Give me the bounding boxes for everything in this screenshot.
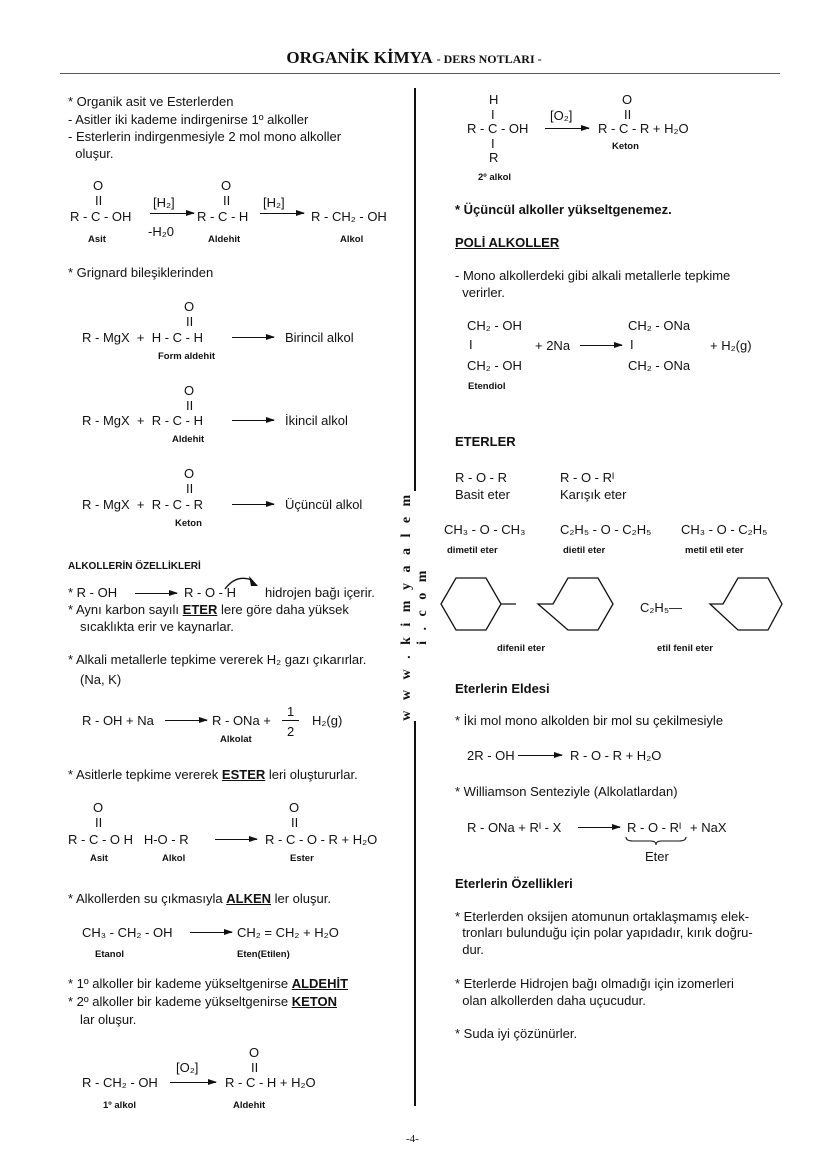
text-line <box>68 976 348 991</box>
reactant-label: Keton <box>175 518 202 529</box>
formula: CH₂ - OH <box>467 318 522 333</box>
text: verirler. <box>455 285 505 300</box>
label: dietil eter <box>563 545 606 556</box>
label: Karışık eter <box>560 487 627 502</box>
formula: R - O - R + H₂O <box>570 748 662 763</box>
formula: * R - OH <box>68 585 118 600</box>
atom: R <box>489 150 499 165</box>
label: 2º alkol <box>478 172 512 183</box>
text-line <box>68 767 358 782</box>
curved-arrow-icon <box>222 574 262 594</box>
bond: I <box>491 107 495 122</box>
formula: H₂(g) <box>312 713 343 728</box>
formula: C₂H₅ - O - C₂H₅ <box>560 522 652 537</box>
formula: R - OH + Na <box>82 713 154 728</box>
page-number: -4- <box>406 1133 419 1145</box>
intro-line: - Esterlerin indirgenmesiyle 2 mol mono alkoller <box>68 129 342 144</box>
text: lere göre daha yüksek <box>217 602 349 617</box>
text-line <box>68 994 337 1009</box>
double-bond: II <box>251 1060 259 1075</box>
label: Aldehit <box>233 1100 266 1111</box>
page-header <box>0 48 828 68</box>
emphasis: ESTER <box>221 767 266 782</box>
formula: R - ONa + Rᴵ - X <box>467 820 562 835</box>
benzene-ring-icon <box>710 578 782 630</box>
text: leri oluştururlar. <box>265 767 358 782</box>
oxygen: O <box>249 1045 260 1060</box>
header-rule <box>60 73 780 74</box>
fraction-numerator: 1 <box>287 704 295 719</box>
double-bond: II <box>223 193 231 208</box>
formula: R - ONa + <box>212 713 271 728</box>
formula: R - C - OH <box>467 121 529 136</box>
text: sıcaklıkta erir ve kaynarlar. <box>80 619 234 634</box>
label: Eter <box>645 849 669 864</box>
grignard-equation: R - MgX + R - C - R <box>82 497 203 512</box>
aldehyde-formula: R - C - H <box>197 209 249 224</box>
text: dur. <box>455 942 484 957</box>
label: Keton <box>612 141 639 152</box>
label: Asit <box>90 853 108 864</box>
formula: R - O - H <box>184 585 236 600</box>
emphasis: ETER <box>182 602 218 617</box>
text: - Mono alkollerdeki gibi alkali metallerle tepkime <box>455 268 731 283</box>
arrow-icon <box>165 720 207 721</box>
watermark: w w w . k i m y a a l e m i . c o m <box>399 491 430 721</box>
formula: + NaX <box>690 820 727 835</box>
section-heading: Eterlerin Eldesi <box>455 681 550 696</box>
fraction-denominator: 2 <box>287 724 295 739</box>
reactant-label: Aldehit <box>172 434 205 445</box>
oxygen: O <box>221 178 232 193</box>
arrow-icon <box>170 1082 216 1083</box>
formula: CH₃ - O - C₂H₅ <box>681 522 768 537</box>
grignard-heading: * Grignard bileşiklerinden <box>68 265 214 280</box>
formula: CH₂ - ONa <box>628 318 691 333</box>
alcohol-label: Alkol <box>340 234 364 245</box>
formula: CH₂ - OH <box>467 358 522 373</box>
section-heading: POLİ ALKOLLER <box>455 235 560 250</box>
oxygen: O <box>93 800 104 815</box>
formula: R - O - Rᴵ <box>560 470 615 485</box>
product: Üçüncül alkol <box>285 497 363 512</box>
text: (Na, K) <box>80 672 122 687</box>
text: * 2º alkoller bir kademe yükseltgenirse <box>68 994 292 1009</box>
reagent: [H₂] <box>153 195 175 210</box>
reagent: [O₂] <box>176 1060 199 1075</box>
emphasis: ALKEN <box>226 891 272 906</box>
label: Etanol <box>95 949 125 960</box>
section-heading: ALKOLLERİN ÖZELLİKLERİ <box>68 561 201 572</box>
text: * Asitlerle tepkime vererek <box>68 767 222 782</box>
text: olan alkollerden daha uçucudur. <box>455 993 646 1008</box>
text-line <box>68 891 331 906</box>
text: * Aynı karbon sayılı <box>68 602 183 617</box>
text: hidrojen bağı içerir. <box>265 585 375 600</box>
oxygen: O <box>184 299 195 314</box>
formula: R - C - O H H-O - R <box>68 832 189 847</box>
text-line <box>68 602 349 617</box>
oxygen: O <box>93 178 104 193</box>
bond: I <box>630 337 634 352</box>
product: Birincil alkol <box>285 330 354 345</box>
alcohol-formula: R - CH₂ - OH <box>311 209 387 224</box>
fraction-bar <box>282 720 299 721</box>
oxygen: O <box>289 800 300 815</box>
label: dimetil eter <box>447 545 498 556</box>
formula: CH₃ - O - CH₃ <box>444 522 526 537</box>
bond: I <box>491 136 495 151</box>
formula: R - C - R + H₂O <box>598 121 689 136</box>
aldehyde-label: Aldehit <box>208 234 241 245</box>
section-heading: ETERLER <box>455 434 516 449</box>
double-bond: II <box>95 193 103 208</box>
formula: CH₂ - ONa <box>628 358 691 373</box>
label: Ester <box>290 853 314 864</box>
formula: + 2Na <box>535 338 571 353</box>
arrow-icon <box>215 839 257 840</box>
acid-formula: R - C - OH <box>70 209 132 224</box>
label: Eten(Etilen) <box>237 949 290 960</box>
reagent: [O₂] <box>550 108 573 123</box>
formula: R - O - Rᴵ <box>627 820 682 835</box>
text: ler oluşur. <box>271 891 331 906</box>
product-label: Alkolat <box>220 734 252 745</box>
brace-icon <box>625 836 687 846</box>
label: Etendiol <box>468 381 506 392</box>
arrow-icon <box>150 213 194 214</box>
arrow-icon <box>232 504 274 505</box>
acid-label: Asit <box>88 234 106 245</box>
text: * Alkali metallerle tepkime vererek H₂ gazı çıkarırlar. <box>68 652 367 667</box>
label: Basit eter <box>455 487 510 502</box>
arrow-icon <box>545 128 589 129</box>
double-bond: II <box>186 314 194 329</box>
benzene-ring-icon <box>538 578 613 630</box>
formula: R - O - R <box>455 470 507 485</box>
arrow-icon <box>135 593 177 594</box>
formula: C₂H₅— <box>640 600 683 615</box>
text: * Suda iyi çözünürler. <box>455 1026 578 1041</box>
text: * 1º alkoller bir kademe yükseltgenirse <box>68 976 292 991</box>
emphasis: KETON <box>291 994 337 1009</box>
note: * Üçüncül alkoller yükseltgenemez. <box>455 202 672 217</box>
intro-line: - Asitler iki kademe indirgenirse 1º alkoller <box>68 112 309 127</box>
text: lar oluşur. <box>80 1012 137 1027</box>
bond: I <box>469 337 473 352</box>
benzene-ring-icon <box>441 578 516 630</box>
emphasis: ALDEHİT <box>291 976 349 991</box>
label: Alkol <box>162 853 186 864</box>
double-bond: II <box>291 815 299 830</box>
byproduct: -H₂0 <box>148 224 174 239</box>
formula: R - CH₂ - OH <box>82 1075 158 1090</box>
double-bond: II <box>186 481 194 496</box>
arrow-icon <box>518 755 562 756</box>
formula: R - C - H + H₂O <box>225 1075 316 1090</box>
arrow-icon <box>260 213 304 214</box>
text: * Eterlerden oksijen atomunun ortaklaşmamış elek- <box>455 909 750 924</box>
formula: CH₃ - CH₂ - OH <box>82 925 173 940</box>
label: 1º alkol <box>103 1100 137 1111</box>
text: * Williamson Senteziyle (Alkolatlardan) <box>455 784 678 799</box>
formula: + H₂(g) <box>710 338 752 353</box>
grignard-equation: R - MgX + R - C - H <box>82 413 203 428</box>
reactant-label: Form aldehit <box>158 351 216 362</box>
text: * İki mol mono alkolden bir mol su çekilmesiyle <box>455 713 724 728</box>
benzene-rings <box>438 574 783 636</box>
arrow-icon <box>190 932 232 933</box>
formula: CH₂ = CH₂ + H₂O <box>237 925 339 940</box>
double-bond: II <box>624 107 632 122</box>
oxygen: O <box>184 466 195 481</box>
formula: R - C - O - R + H₂O <box>265 832 378 847</box>
arrow-icon <box>232 337 274 338</box>
grignard-equation: R - MgX + H - C - H <box>82 330 203 345</box>
double-bond: II <box>95 815 103 830</box>
product: İkincil alkol <box>285 413 348 428</box>
intro-line: * Organik asit ve Esterlerden <box>68 94 234 109</box>
reagent: [H₂] <box>263 195 285 210</box>
intro-line: oluşur. <box>68 146 114 161</box>
text: tronları bulunduğu için polar yapıdadır, kırık doğru- <box>455 925 753 940</box>
label: metil etil eter <box>685 545 744 556</box>
section-heading: Eterlerin Özellikleri <box>455 876 573 891</box>
text: * Alkollerden su çıkmasıyla <box>68 891 227 906</box>
oxygen: O <box>184 383 195 398</box>
formula: 2R - OH <box>467 748 515 763</box>
oxygen: O <box>622 92 633 107</box>
arrow-icon <box>232 420 274 421</box>
arrow-icon <box>580 345 622 346</box>
text: * Eterlerde Hidrojen bağı olmadığı için izomerleri <box>455 976 734 991</box>
label: etil fenil eter <box>657 643 713 654</box>
arrow-icon <box>578 827 620 828</box>
page-subtitle: - DERS NOTLARI - <box>436 52 542 66</box>
page-title: ORGANİK KİMYA <box>286 48 433 67</box>
atom: H <box>489 92 499 107</box>
label: difenil eter <box>497 643 546 654</box>
double-bond: II <box>186 398 194 413</box>
